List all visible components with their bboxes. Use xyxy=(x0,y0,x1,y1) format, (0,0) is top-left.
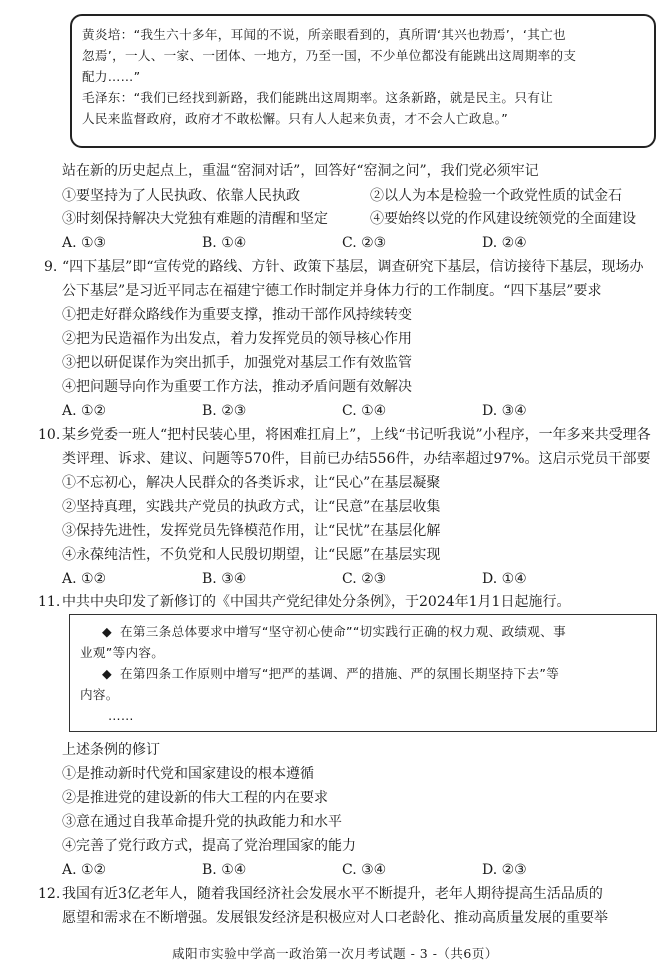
q12-stem-line-2: 愿望和需求在不断增强。发展银发经济是积极应对人口老龄化、推动高质量发展的重要举 xyxy=(62,910,608,926)
q10-option-1: ①不忘初心，解决人民群众的各类诉求，让“民心”在基层凝聚 xyxy=(62,475,441,491)
excerpt-line: 内容。 xyxy=(80,687,119,702)
q9-option-2: ②把为民造福作为出发点，着力发挥党员的领导核心作用 xyxy=(62,331,412,347)
q9-choice-d: D. ③④ xyxy=(482,403,527,419)
q8-option-4: ④要始终以党的作风建设统领党的全面建设 xyxy=(370,211,636,227)
q8-option-1: ①要坚持为了人民执政、依靠人民执政 xyxy=(62,188,300,204)
q9-number: 9. xyxy=(44,259,58,275)
q12-stem-line-1: 我国有近3亿老年人，随着我国经济社会发展水平不断提升，老年人期待提高生活品质的 xyxy=(62,886,603,902)
q11-choice-c: C. ③④ xyxy=(342,862,387,878)
q9-choice-b: B. ②③ xyxy=(202,403,247,419)
q11-option-4: ④完善了党行政方式，提高了党治理国家的能力 xyxy=(62,838,356,854)
quote-line: 毛泽东：“我们已经找到新路，我们能跳出这周期率。这条新路，就是民主。只有让 xyxy=(82,90,553,105)
dialogue-quote-box xyxy=(70,14,656,148)
q10-option-2: ②坚持真理，实践共产党员的执政方式，让“民意”在基层收集 xyxy=(62,499,441,515)
q8-option-2: ②以人为本是检验一个政党性质的试金石 xyxy=(370,188,622,204)
page-footer: 咸阳市实验中学高一政治第一次月考试题 - 3 -（共6页） xyxy=(172,946,498,961)
q10-choices xyxy=(62,570,622,588)
quote-line: 忽焉’，一人、一家、一团体、一地方，乃至一国，不少单位都没有能跳出这周期率的支 xyxy=(82,48,577,63)
q8-choices xyxy=(62,234,622,252)
q10-choice-a: A. ①② xyxy=(62,571,107,587)
excerpt-ellipsis: …… xyxy=(108,708,134,723)
q11-option-2: ②是推进党的建设新的伟大工程的内在要求 xyxy=(62,790,328,806)
diamond-bullet-icon: ◆ xyxy=(102,666,112,681)
quote-line: 黄炎培：“我生六十多年，耳闻的不说，所亲眼看到的，真所谓‘其兴也勃焉’，‘其亡也 xyxy=(82,27,566,42)
q10-option-4: ④永葆纯洁性，不负党和人民殷切期望，让“民愿”在基层实现 xyxy=(62,547,441,563)
q9-choices xyxy=(62,402,622,420)
q8-stem: 站在新的历史起点上，重温“窑洞对话”，回答好“窑洞之问”，我们党必须牢记 xyxy=(62,163,539,179)
q9-option-3: ③把以研促谋作为突出抓手，加强党对基层工作有效监管 xyxy=(62,355,412,371)
q8-option-3: ③时刻保持解决大党独有难题的清醒和坚定 xyxy=(62,211,328,227)
excerpt-line: 业观”等内容。 xyxy=(80,645,165,660)
quote-line: 人民来监督政府，政府才不敢松懈。只有人人起来负责，才不会人亡政息。” xyxy=(82,111,509,126)
q12-number: 12. xyxy=(38,886,61,902)
q11-choices xyxy=(62,861,622,879)
q9-choice-a: A. ①② xyxy=(62,403,107,419)
q9-stem-line-1: “四下基层”即“宣传党的路线、方针、政策下基层，调查研究下基层，信访接待下基层，现场办 xyxy=(62,259,644,275)
q11-choice-a: A. ①② xyxy=(62,862,107,878)
q9-stem-line-2: 公下基层”是习近平同志在福建宁德工作时制定并身体力行的工作制度。“四下基层”要求 xyxy=(62,283,602,299)
quote-line: 配力……” xyxy=(82,69,141,84)
q11-option-1: ①是推动新时代党和国家建设的根本遵循 xyxy=(62,766,314,782)
q10-option-3: ③保持先进性，发挥党员先锋模范作用，让“民忧”在基层化解 xyxy=(62,523,441,539)
excerpt-line: 在第四条工作原则中增写“把严的基调、严的措施、严的氛围长期坚持下去”等 xyxy=(120,666,560,681)
q11-stem: 中共中央印发了新修订的《中国共产党纪律处分条例》，于2024年1月1日起施行。 xyxy=(62,594,571,610)
q9-option-4: ④把问题导向作为重要工作方法，推动矛盾问题有效解决 xyxy=(62,379,412,395)
q8-choice-b: B. ①④ xyxy=(202,235,247,251)
q11-choice-d: D. ②③ xyxy=(482,862,527,878)
q9-choice-c: C. ①④ xyxy=(342,403,387,419)
diamond-bullet-icon: ◆ xyxy=(102,624,112,639)
q8-choice-c: C. ②③ xyxy=(342,235,387,251)
q11-number: 11. xyxy=(38,594,61,610)
q11-lead: 上述条例的修订 xyxy=(62,742,160,758)
q10-choice-d: D. ①④ xyxy=(482,571,527,587)
q11-option-3: ③意在通过自我革命提升党的执政能力和水平 xyxy=(62,814,342,830)
q10-number: 10. xyxy=(38,427,61,443)
q10-choice-b: B. ③④ xyxy=(202,571,247,587)
q9-option-1: ①把走好群众路线作为重要支撑，推动干部作风持续转变 xyxy=(62,307,412,323)
regulation-excerpt-box xyxy=(69,614,657,732)
q11-choice-b: B. ①④ xyxy=(202,862,247,878)
q10-stem-line-2: 类评理、诉求、建议、问题等570件，目前已办结556件，办结率超过97%。这启示党员干部要 xyxy=(62,451,651,467)
q8-choice-d: D. ②④ xyxy=(482,235,527,251)
q10-stem-line-1: 某乡党委一班人“把村民装心里，将困难扛肩上”，上线“书记听我说”小程序，一年多来共受理各 xyxy=(62,427,651,443)
q8-choice-a: A. ①③ xyxy=(62,235,107,251)
q10-choice-c: C. ②③ xyxy=(342,571,387,587)
excerpt-line: 在第三条总体要求中增写“坚守初心使命”“切实践行正确的权力观、政绩观、事 xyxy=(120,624,566,639)
